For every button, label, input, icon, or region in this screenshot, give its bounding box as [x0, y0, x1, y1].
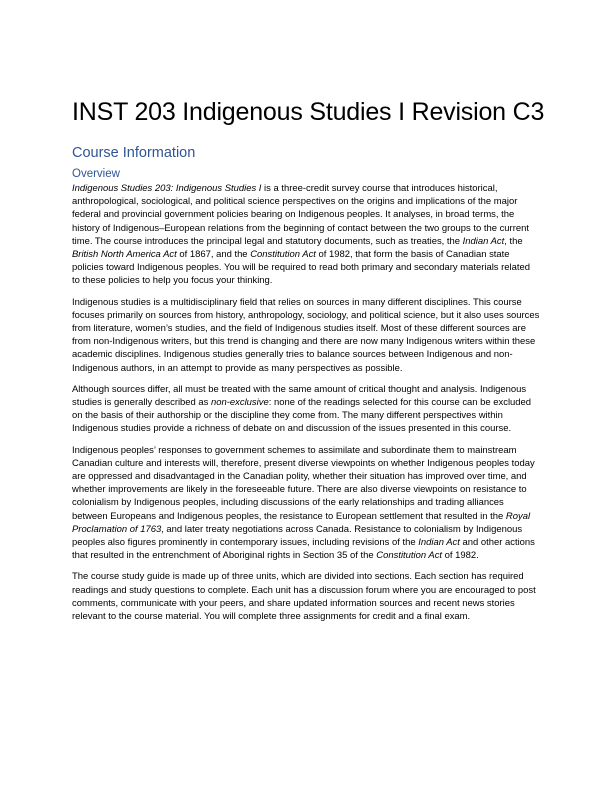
text-run: Indigenous studies is a multidisciplinary field that relies on sources in many different disciplines. This course focuses primarily on sources from history, anthropology, sociology, and political science, but it also uses sources from literature, women’s studies, and the field of Indigenous studies itself. Most of these different sources are from non-Indigenous writers, but this trend is changing and there are now many Indigenous writers within these academic disciplines. Indigenous studies generally tries to balance sources between Indigenous and non-Indigenous authors, in an attempt to provide as many perspectives as possible. [72, 296, 540, 374]
paragraph [72, 182, 540, 288]
text-run: The course study guide is made up of three units, which are divided into sections. Each section has required readings and study questions to complete. Each unit has a discussion forum where you are encouraged to post comments, communicate with your peers, and share updated information sources and recent news stories relevant to the course material. You will complete three assignments for credit and a final exam. [72, 571, 536, 623]
paragraph [72, 383, 540, 436]
paragraph [72, 296, 540, 375]
italic-text-run: Constitution Act [376, 550, 443, 562]
body-text [72, 182, 540, 623]
italic-text-run: British North America Act [72, 249, 177, 261]
text-run: of 1982, that form the basis of Canadian state policies toward Indigenous peoples. You will be required to read both primary and secondary materials related to these policies to help you focus your thinking. [72, 249, 530, 287]
document-title: INST 203 Indigenous Studies I Revision C3 [72, 98, 545, 126]
text-run: is a three-credit survey course that introduces historical, anthropological, sociological, and political science perspectives on the origins and implications of the major federal and provincial government policies bearing on Indigenous peoples. It analyses, in broad terms, the history of Indigenous–European relations from the beginning of contact between the two groups to the current time. The course introduces the principal legal and statutory documents, such as treaties, the [72, 183, 529, 247]
italic-text-run: Constitution Act [250, 249, 316, 261]
text-run: Although sources differ, all must be treated with the same amount of critical thought and analysis. Indigenous studies is generally described as [72, 383, 527, 409]
section-heading: Course Information [72, 145, 196, 161]
paragraph [72, 570, 540, 623]
italic-text-run: Indigenous Studies 203: Indigenous Studies I [72, 183, 262, 194]
text-run: of 1982. [442, 550, 479, 562]
text-run: and other actions that resulted in the entrenchment of Aboriginal rights in Section 35 of the [72, 537, 535, 562]
italic-text-run: Royal Proclamation of 1763 [72, 510, 531, 535]
italic-text-run: Indian Act [462, 235, 505, 247]
paragraph [72, 444, 540, 563]
italic-text-run: Indian Act [418, 537, 460, 549]
text-run: , and later treaty negotiations across Canada. Resistance to colonialism by Indigenous peoples also figures prominently in contemporary issues, including revisions of the [72, 523, 523, 549]
subsection-heading: Overview [72, 168, 120, 180]
text-run: Indigenous peoples’ responses to government schemes to assimilate and subordinate them to mainstream Canadian culture and interests will, therefore, present diverse viewpoints on whether Indigenous peoples today are oppressed and disadvantaged in the Canadian polity, whether their situation has improved over time, and whether improvements are likely in the foreseeable future. There are also diverse viewpoints on resistance to colonialism by Indigenous peoples, including discussions of the early relationships and trading alliances between Europeans and Indigenous peoples, the resistance to European settlement that resulted in the [72, 444, 535, 522]
text-run: , the [504, 235, 523, 247]
text-run: : none of the readings selected for this course can be excluded on the basis of their authorship or the discipline they come from. The many different perspectives within Indigenous studies provide a richness of debate on and discussion of the issues presented in this course. [72, 397, 532, 435]
italic-text-run: non-exclusive [211, 397, 269, 409]
text-run: of 1867, and the [176, 249, 251, 261]
